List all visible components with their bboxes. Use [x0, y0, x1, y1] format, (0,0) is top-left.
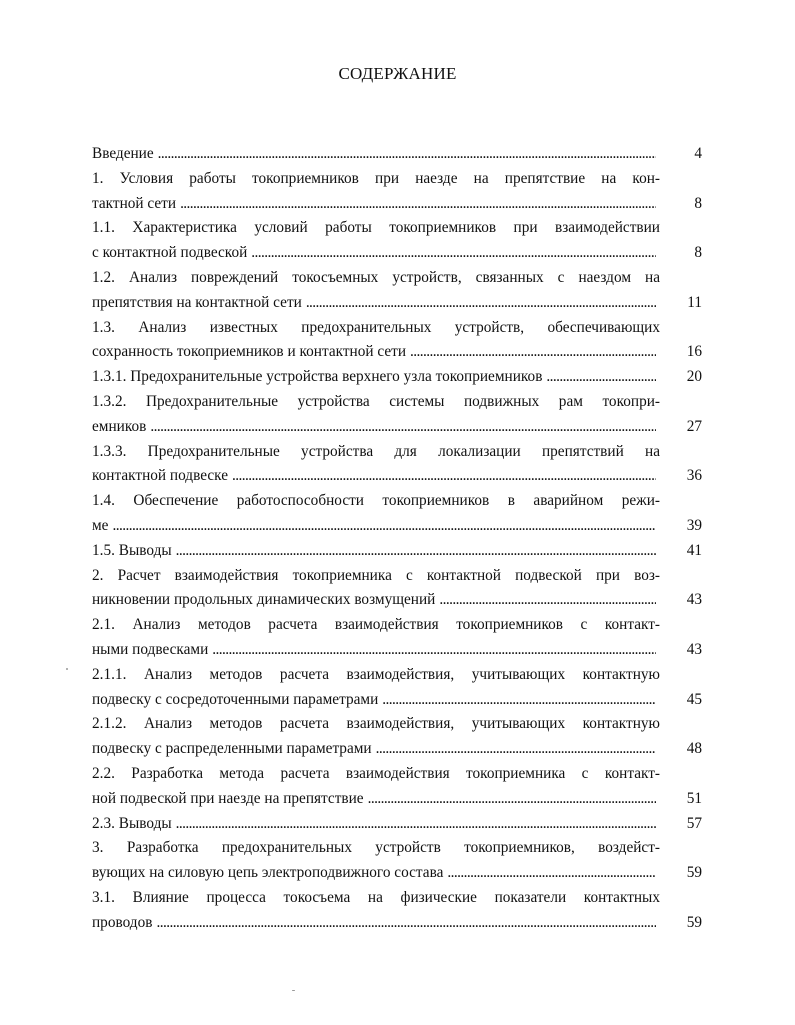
- toc-entry-last-line: [92, 365, 702, 390]
- toc-entry: [92, 836, 702, 886]
- toc-entry-title: никновении продольных динамических возмущений: [92, 591, 436, 609]
- toc-entry-last-line: [92, 192, 702, 217]
- toc-page-number: 59: [686, 864, 702, 882]
- dot-leader: [382, 688, 656, 713]
- toc-entry-title: подвеску с распределенными параметрами: [92, 740, 372, 758]
- toc-entry: [92, 390, 702, 440]
- dot-leader: [112, 514, 656, 539]
- toc-entry: [92, 316, 702, 366]
- dot-leader: [306, 291, 656, 316]
- toc-entry-last-line: [92, 464, 702, 489]
- toc-entry-line: 2.1.1. Анализ методов расчета взаимодействия, учитывающих контактную: [92, 665, 660, 683]
- toc-page-number: 8: [694, 244, 702, 262]
- toc-entry-last-line: [92, 812, 702, 837]
- toc-entry-last-line: [92, 514, 702, 539]
- toc-entry-last-line: [92, 787, 702, 812]
- toc-page-number: 57: [686, 814, 702, 832]
- toc-entry-last-line: [92, 142, 702, 167]
- page-title: СОДЕРЖАНИЕ: [338, 64, 457, 83]
- table-of-contents: [92, 142, 702, 936]
- toc-entry: [92, 216, 702, 266]
- toc-entry-title: Введение: [92, 145, 154, 162]
- toc-entry-line: 1.3. Анализ известных предохранительных устройств, обеспечивающих: [92, 318, 660, 336]
- toc-entry-last-line: [92, 588, 702, 613]
- toc-entry-title: сохранность токоприемников и контактной сети: [92, 343, 407, 361]
- toc-entry-last-line: [92, 688, 702, 713]
- toc-entry-title: с контактной подвеской: [92, 244, 248, 262]
- dot-leader: [176, 812, 656, 837]
- dot-leader: [376, 737, 656, 762]
- toc-page-number: 11: [687, 293, 702, 311]
- toc-entry-line: 1.4. Обеспечение работоспособности токоприемников в аварийном режи-: [92, 492, 660, 510]
- toc-page-number: 41: [686, 541, 702, 559]
- scan-speck: [66, 668, 68, 670]
- toc-entry: [92, 365, 702, 390]
- toc-entry: [92, 142, 702, 167]
- toc-entry-title: подвеску с сосредоточенными параметрами: [92, 690, 379, 708]
- dot-leader: [212, 638, 656, 663]
- dot-leader: [180, 192, 656, 217]
- toc-entry-last-line: [92, 911, 702, 936]
- dot-leader: [410, 340, 656, 365]
- toc-entry-title: контактной подвеске: [92, 467, 229, 485]
- toc-entry: [92, 886, 702, 936]
- toc-page-number: 43: [686, 640, 702, 658]
- dot-leader: [232, 464, 656, 489]
- toc-entry-last-line: [92, 737, 702, 762]
- toc-entry-last-line: [92, 340, 702, 365]
- dot-leader: [158, 142, 656, 167]
- toc-entry-title: препятствия на контактной сети: [92, 293, 302, 311]
- toc-page-number: 36: [686, 467, 702, 485]
- toc-entry: [92, 712, 702, 762]
- toc-entry-title: 2.3. Выводы: [92, 814, 172, 832]
- toc-entry-title: проводов: [92, 913, 153, 931]
- toc-page-number: 4: [694, 145, 702, 162]
- toc-entry-line: 3. Разработка предохранительных устройств токоприемников, воздейст-: [92, 839, 660, 857]
- toc-entry-title: 1.5. Выводы: [92, 541, 172, 559]
- toc-entry-line: 2.2. Разработка метода расчета взаимодействия токоприемника с контакт-: [92, 764, 660, 782]
- scan-speck: [292, 990, 295, 991]
- toc-entry: [92, 440, 702, 490]
- dot-leader: [150, 415, 656, 440]
- dot-leader: [439, 588, 656, 613]
- dot-leader: [156, 911, 656, 936]
- dot-leader: [546, 365, 656, 390]
- toc-entry-title: тактной сети: [92, 194, 177, 212]
- toc-page-number: 45: [686, 690, 702, 708]
- toc-entry-title: емников: [92, 417, 147, 435]
- toc-entry-line: 2. Расчет взаимодействия токоприемника с контактной подвеской при воз-: [92, 566, 660, 584]
- toc-entry: [92, 167, 702, 217]
- toc-entry: [92, 762, 702, 812]
- toc-entry-line: 1.3.3. Предохранительные устройства для локализации препятствий на: [92, 442, 660, 460]
- dot-leader: [368, 787, 656, 812]
- toc-entry-title: ной подвеской при наезде на препятствие: [92, 789, 364, 807]
- toc-page-number: 27: [686, 417, 702, 435]
- toc-entry-line: 2.1.2. Анализ методов расчета взаимодействия, учитывающих контактную: [92, 715, 660, 733]
- toc-entry-line: 1.1. Характеристика условий работы токоприемников при взаимодействии: [92, 219, 660, 237]
- toc-entry-title: ными подвесками: [92, 640, 209, 658]
- toc-entry-line: 1. Условия работы токоприемников при наезде на препятствие на кон-: [92, 169, 660, 187]
- toc-page-number: 59: [686, 913, 702, 931]
- toc-entry: [92, 266, 702, 316]
- toc-entry-line: 1.3.2. Предохранительные устройства системы подвижных рам токопри-: [92, 392, 660, 410]
- dot-leader: [251, 241, 656, 266]
- toc-entry-line: 1.2. Анализ повреждений токосъемных устройств, связанных с наездом на: [92, 268, 660, 286]
- toc-entry: [92, 539, 702, 564]
- toc-page-number: 8: [694, 194, 702, 212]
- dot-leader: [447, 861, 656, 886]
- toc-page-number: 20: [686, 368, 702, 386]
- toc-entry-line: 3.1. Влияние процесса токосъема на физические показатели контактных: [92, 888, 660, 906]
- toc-entry: [92, 812, 702, 837]
- toc-entry-title: вующих на силовую цепь электроподвижного состава: [92, 864, 444, 882]
- dot-leader: [176, 539, 656, 564]
- toc-entry: [92, 564, 702, 614]
- toc-entry-last-line: [92, 241, 702, 266]
- toc-entry: [92, 663, 702, 713]
- toc-entry: [92, 489, 702, 539]
- toc-page-number: 43: [686, 591, 702, 609]
- toc-entry: [92, 613, 702, 663]
- toc-page-number: 51: [686, 789, 702, 807]
- toc-entry-last-line: [92, 291, 702, 316]
- toc-entry-line: 2.1. Анализ методов расчета взаимодействия токоприемников с контакт-: [92, 616, 660, 634]
- toc-entry-last-line: [92, 638, 702, 663]
- toc-entry-title: 1.3.1. Предохранительные устройства верхнего узла токоприемников: [92, 368, 543, 386]
- toc-page-number: 39: [686, 516, 702, 534]
- toc-page-number: 48: [686, 740, 702, 758]
- toc-entry-last-line: [92, 415, 702, 440]
- toc-entry-last-line: [92, 539, 702, 564]
- toc-entry-title: ме: [92, 516, 109, 534]
- toc-page-number: 16: [686, 343, 702, 361]
- toc-entry-last-line: [92, 861, 702, 886]
